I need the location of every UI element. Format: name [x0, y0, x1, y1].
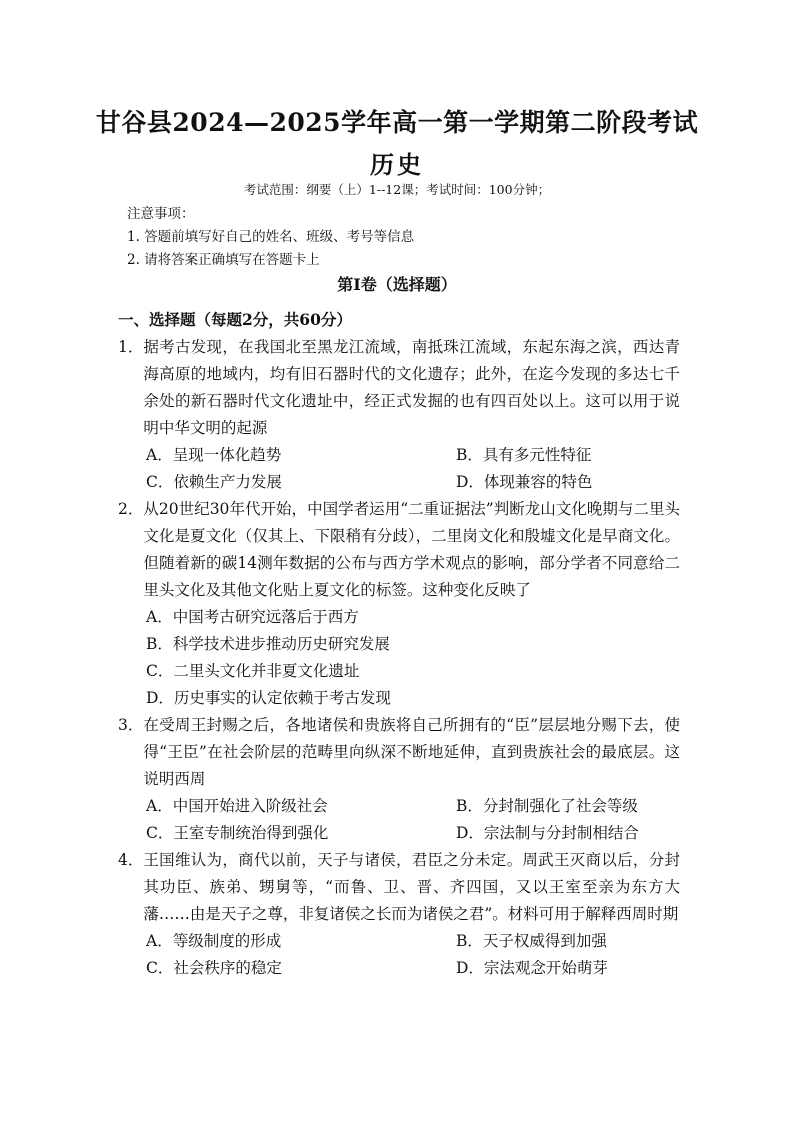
option-a[interactable]: A．中国考古研究远落后于西方 — [146, 608, 359, 626]
option-a[interactable]: A．等级制度的形成 — [146, 932, 282, 950]
option-a[interactable]: A．呈现一体化趋势 — [146, 446, 282, 464]
part-title: 一、选择题（每题2分，共60分） — [118, 310, 352, 329]
option-group — [118, 604, 680, 712]
question-3 — [118, 712, 680, 847]
notice-item: 1. 答题前填写好自己的姓名、班级、考号等信息 — [127, 229, 415, 245]
option-b[interactable]: B．分封制强化了社会等级 — [456, 797, 638, 815]
option-b[interactable]: B．具有多元性特征 — [456, 446, 592, 464]
option-group — [118, 928, 680, 982]
notice-heading: 注意事项： — [127, 206, 195, 222]
exam-title: 甘谷县2024—2025学年高一第一学期第二阶段考试 — [95, 108, 699, 137]
option-c[interactable]: C．二里头文化并非夏文化遗址 — [146, 662, 360, 680]
question-number: 4． — [118, 851, 144, 869]
exam-info: 考试范围：纲要（上）1--12课；考试时间：100分钟； — [243, 182, 551, 197]
question-stem: 在受周王封赐之后，各地诸侯和贵族将自己所拥有的“臣”层层地分赐下去，使得“王臣”在社会阶层的范畴里向纵深不断地延伸，直到贵族社会的最底层。这说明西周 — [143, 716, 680, 788]
question-1 — [118, 334, 680, 496]
notice-block — [127, 203, 414, 272]
option-c[interactable]: C．社会秩序的稳定 — [146, 959, 282, 977]
option-group — [118, 442, 680, 496]
option-c[interactable]: C．依赖生产力发展 — [146, 473, 282, 491]
question-list — [118, 334, 680, 982]
option-d[interactable]: D．宗法观念开始萌芽 — [456, 959, 608, 977]
question-number: 2． — [118, 500, 144, 518]
question-4 — [118, 847, 680, 982]
question-number: 3． — [118, 716, 144, 734]
question-stem: 从20世纪30年代开始，中国学者运用“二重证据法”判断龙山文化晚期与二里头文化是夏文化（仅其上、下限稍有分歧），二里岗文化和殷墟文化是早商文化。但随着新的碳14测年数据的公布与西方学术观点的影响，部分学者不同意给二里头文化及其他文化贴上夏文化的标签。这种变化反映了 — [143, 500, 680, 599]
option-group — [118, 793, 680, 847]
option-b[interactable]: B．科学技术进步推动历史研究发展 — [146, 635, 390, 653]
section-title: 第Ⅰ卷（选择题） — [337, 275, 457, 294]
question-stem: 王国维认为，商代以前，天子与诸侯，君臣之分未定。周武王灭商以后，分封其功臣、族弟、甥舅等，“而鲁、卫、晋、齐四国，又以王室至亲为东方大藩……由是天子之尊，非复诸侯之长而为诸侯之君”。材料可用于解释西周时期 — [143, 851, 680, 923]
question-2 — [118, 496, 680, 712]
option-a[interactable]: A．中国开始进入阶级社会 — [146, 797, 328, 815]
notice-item: 2. 请将答案正确填写在答题卡上 — [127, 252, 320, 268]
option-d[interactable]: D．体现兼容的特色 — [456, 473, 593, 491]
option-b[interactable]: B．天子权威得到加强 — [456, 932, 607, 950]
option-d[interactable]: D．宗法制与分封制相结合 — [456, 824, 639, 842]
option-d[interactable]: D．历史事实的认定依赖于考古发现 — [146, 689, 391, 707]
subject-title: 历史 — [370, 150, 424, 179]
option-c[interactable]: C．王室专制统治得到强化 — [146, 824, 329, 842]
question-number: 1． — [118, 338, 144, 356]
question-stem: 据考古发现，在我国北至黑龙江流域，南抵珠江流域，东起东海之滨，西达青海高原的地域内，均有旧石器时代的文化遗存；此外，在迄今发现的多达七千余处的新石器时代文化遗址中，经正式发掘的也有四百处以上。这可以用于说明中华文明的起源 — [143, 338, 680, 437]
